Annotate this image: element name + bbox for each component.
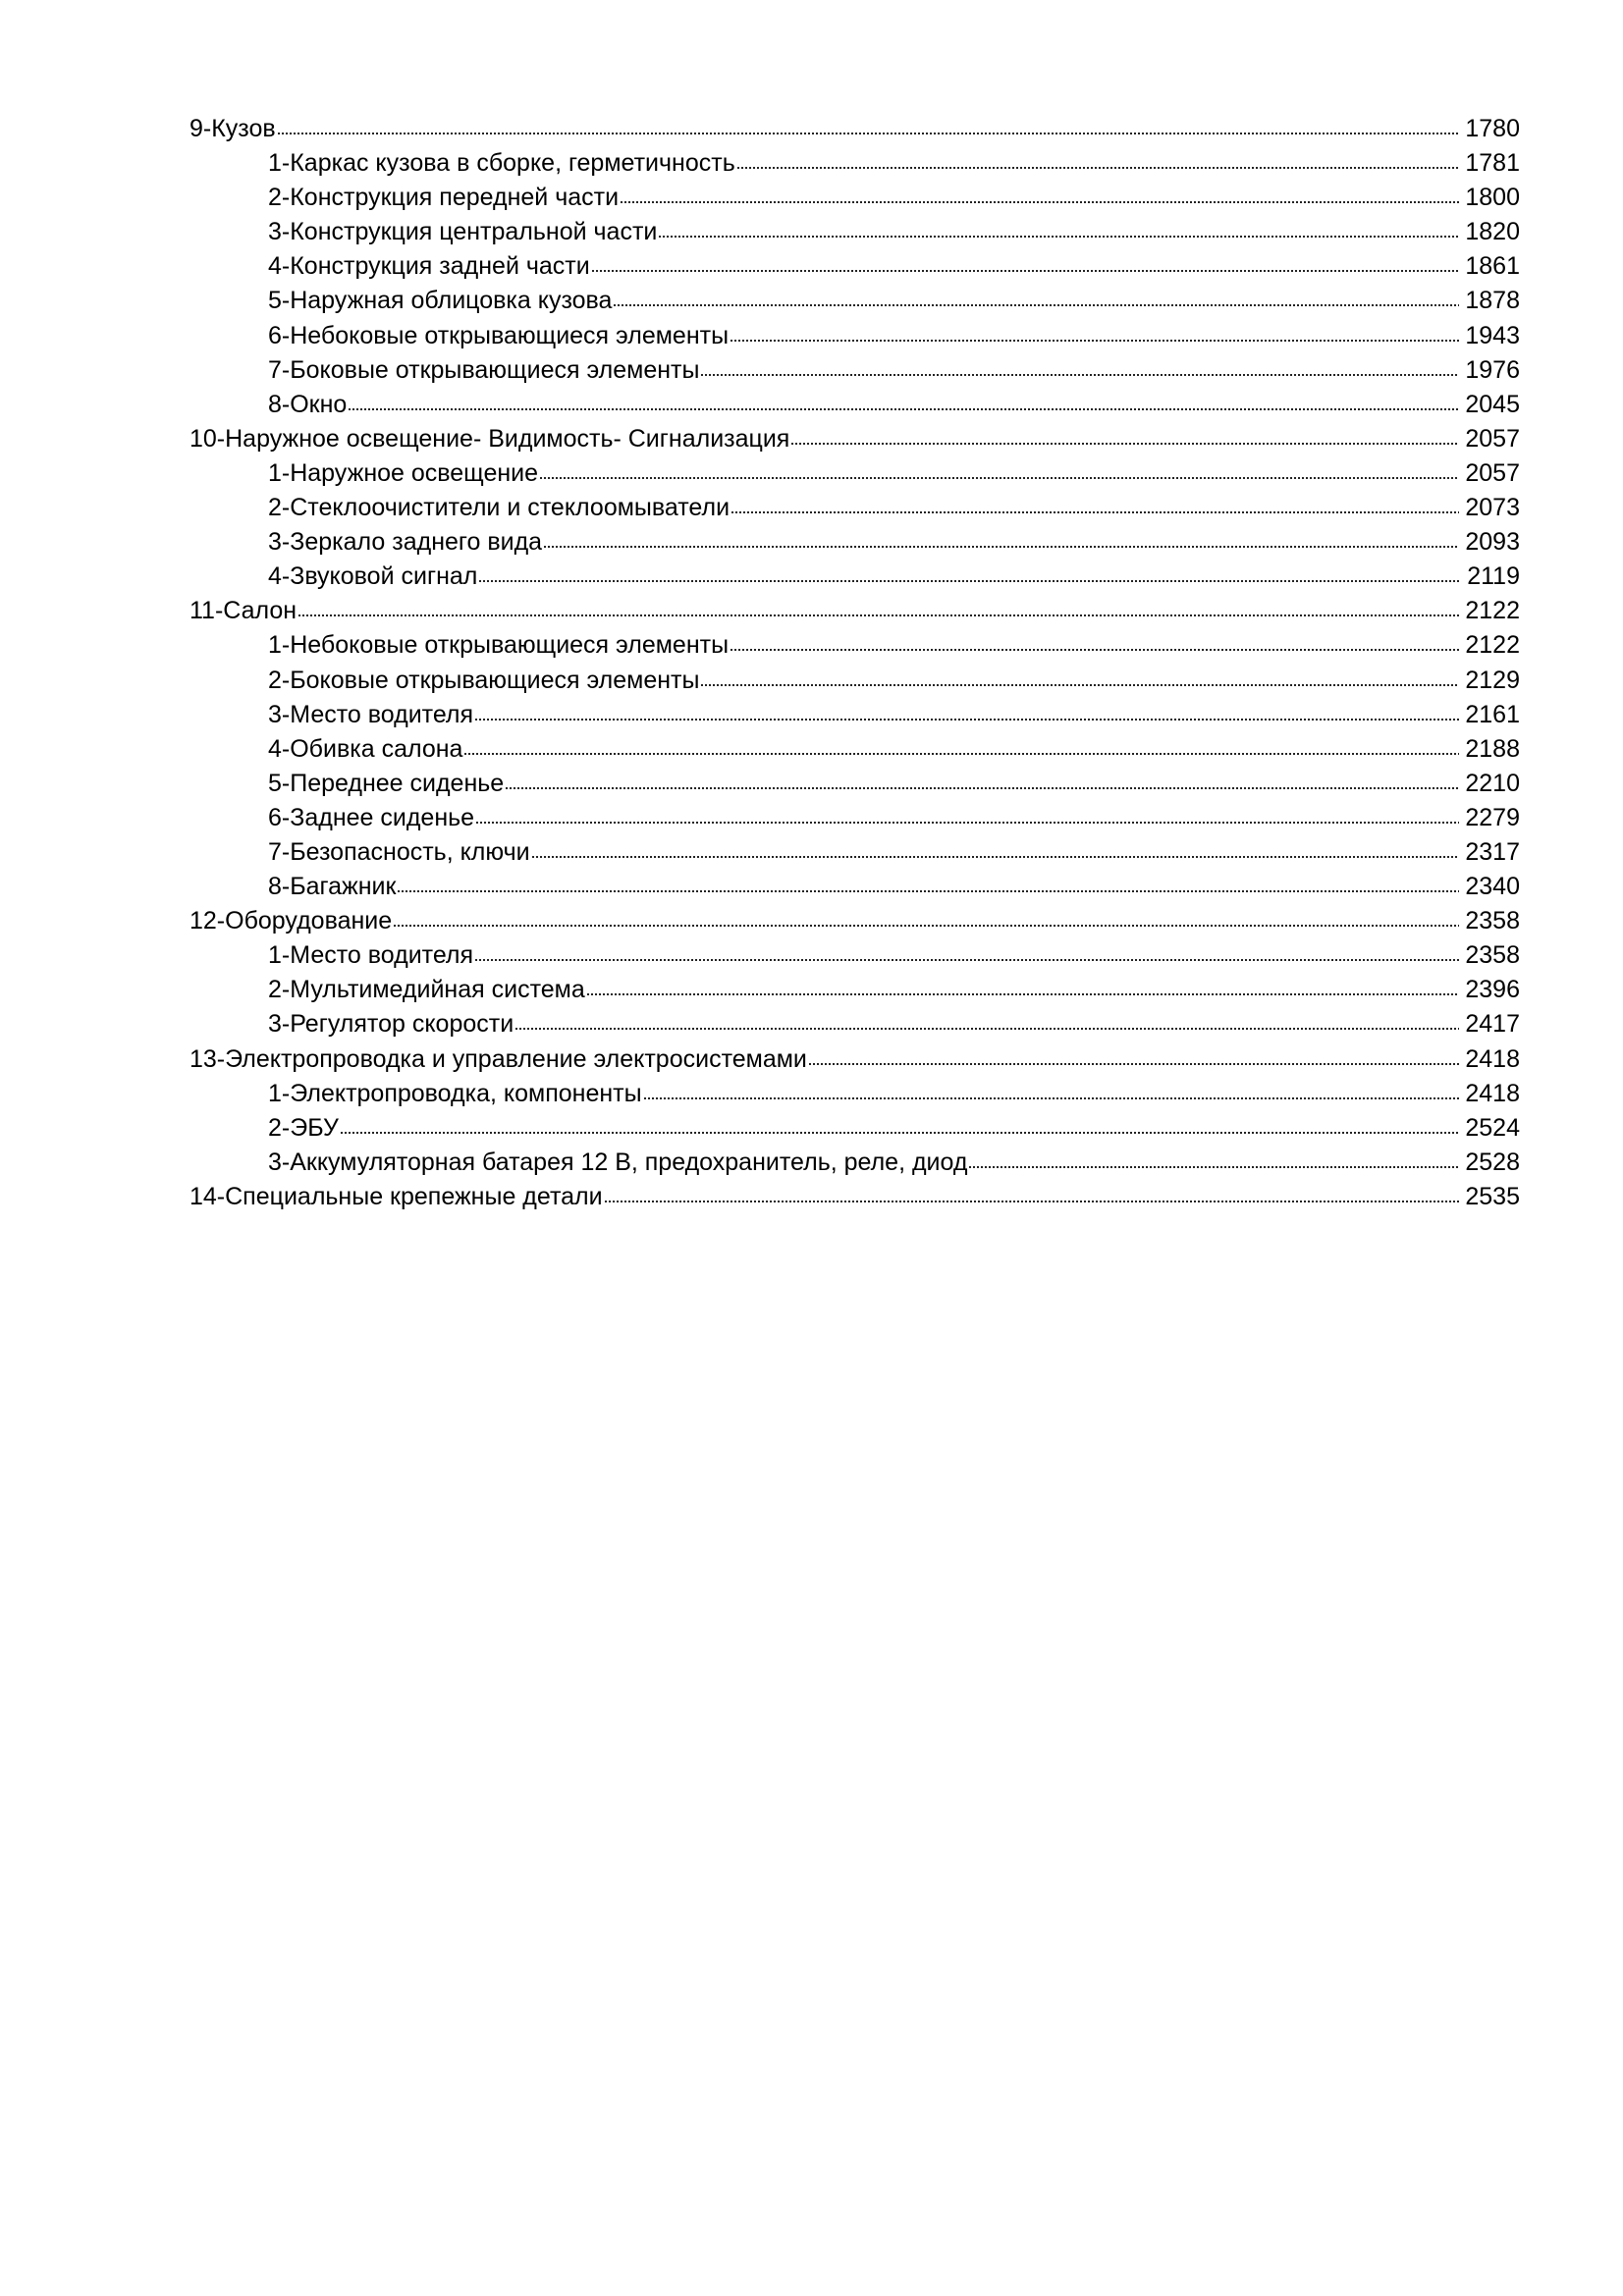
toc-subentry[interactable] [189,284,1520,318]
toc-entry-page: 2119 [1467,562,1520,591]
dot-leader [730,511,1459,513]
dot-leader [514,1028,1459,1030]
toc-subentry[interactable] [189,1146,1520,1180]
toc-entry-page: 1781 [1465,149,1520,178]
dot-leader [613,304,1459,306]
toc-entry-title: 2-Боковые открывающиеся элементы [268,666,700,694]
dot-leader [340,1132,1459,1134]
toc-entry-title: 1-Каркас кузова в сборке, герметичность [268,149,735,178]
toc-subentry[interactable] [189,560,1520,594]
toc-subentry[interactable] [189,319,1520,353]
toc-entry-page: 2279 [1465,803,1520,831]
toc-subentry[interactable] [189,698,1520,732]
toc-entry-title: 6-Заднее сиденье [268,803,475,831]
dot-leader [543,546,1459,548]
dot-leader [736,167,1460,169]
toc-entry-title: 1-Электропроводка, компоненты [268,1079,642,1107]
toc-entry[interactable] [189,1180,1520,1214]
toc-entry-title: 2-Мультимедийная система [268,976,585,1004]
toc-entry[interactable] [189,422,1520,456]
toc-subentry[interactable] [189,835,1520,870]
toc-entry-page: 2317 [1465,837,1520,866]
toc-subentry[interactable] [189,1007,1520,1041]
toc-subentry[interactable] [189,664,1520,698]
dot-leader [539,477,1459,479]
toc-entry-page: 1976 [1465,355,1520,384]
toc-entry-page: 2057 [1465,458,1520,487]
toc-entry-page: 1800 [1465,184,1520,212]
dot-leader [531,856,1460,858]
toc-entry-title: 6-Небоковые открывающиеся элементы [268,321,730,349]
dot-leader [968,1166,1459,1168]
toc-entry-title: 4-Звуковой сигнал [268,562,478,591]
dot-leader [298,614,1459,616]
toc-entry-title: 1-Небоковые открывающиеся элементы [268,631,730,660]
toc-entry-page: 2418 [1465,1079,1520,1107]
toc-entry-page: 1820 [1465,218,1520,246]
toc-entry-page: 2122 [1465,597,1520,625]
toc-entry-title: 7-Боковые открывающиеся элементы [268,355,700,384]
toc-subentry[interactable] [189,353,1520,388]
toc-entry-page: 1861 [1465,252,1520,281]
toc-entry-title: 14-Специальные крепежные детали [189,1182,603,1210]
toc-entry-page: 2535 [1465,1182,1520,1210]
toc-subentry[interactable] [189,146,1520,181]
dot-leader [700,374,1459,376]
toc-entry-page: 2073 [1465,494,1520,522]
toc-subentry[interactable] [189,938,1520,973]
toc-entry-page: 2129 [1465,666,1520,694]
dot-leader [348,408,1459,410]
dot-leader [393,925,1459,927]
toc-subentry[interactable] [189,870,1520,904]
toc-entry-title: 2-ЭБУ [268,1113,339,1142]
toc-entry-title: 3-Аккумуляторная батарея 12 В, предохранитель, реле, диод [268,1148,968,1176]
dot-leader [658,236,1459,238]
dot-leader [730,340,1459,342]
dot-leader [397,890,1459,892]
toc-entry-title: 3-Регулятор скорости [268,1010,514,1039]
toc-entry-title: 11-Салон [189,597,298,625]
toc-entry-page: 2396 [1465,976,1520,1004]
toc-entry-title: 3-Место водителя [268,700,474,728]
toc-entry[interactable] [189,594,1520,628]
toc-entry-page: 2161 [1465,700,1520,728]
toc-subentry[interactable] [189,1111,1520,1146]
toc-entry-page: 2093 [1465,528,1520,557]
dot-leader [620,201,1459,203]
toc-entry-title: 2-Стеклоочистители и стеклоомыватели [268,494,730,522]
dot-leader [277,133,1460,134]
toc-entry-page: 2418 [1465,1044,1520,1073]
toc-entry-title: 13-Электропроводка и управление электросистемами [189,1044,807,1073]
toc-entry-page: 2188 [1465,734,1520,763]
toc-subentry[interactable] [189,767,1520,801]
toc-subentry[interactable] [189,628,1520,663]
toc-subentry[interactable] [189,1077,1520,1111]
toc-subentry[interactable] [189,215,1520,249]
toc-subentry[interactable] [189,801,1520,835]
toc-entry-title: 8-Багажник [268,873,397,901]
toc-entry-title: 3-Конструкция центральной части [268,218,658,246]
toc-subentry[interactable] [189,249,1520,284]
toc-entry-title: 4-Конструкция задней части [268,252,590,281]
toc-entry[interactable] [189,904,1520,938]
dot-leader [478,580,1461,582]
dot-leader [474,959,1459,961]
toc-entry-page: 2524 [1465,1113,1520,1142]
toc-entry-page: 2340 [1465,873,1520,901]
toc-entry-page: 2358 [1465,907,1520,935]
toc-subentry[interactable] [189,456,1520,491]
toc-entry-page: 1780 [1465,115,1520,142]
toc-entry-page: 2045 [1465,390,1520,418]
toc-entry-title: 5-Переднее сиденье [268,769,505,797]
toc-entry-page: 2057 [1465,424,1520,453]
toc-entry-page: 2417 [1465,1010,1520,1039]
dot-leader [463,753,1459,755]
dot-leader [586,993,1460,995]
toc-entry-title: 7-Безопасность, ключи [268,837,530,866]
dot-leader [604,1201,1460,1202]
toc-subentry[interactable] [189,491,1520,525]
dot-leader [475,822,1459,824]
dot-leader [790,443,1459,445]
toc-entry[interactable] [189,112,1520,146]
dot-leader [474,719,1459,721]
toc-entry-page: 1943 [1465,321,1520,349]
dot-leader [808,1063,1459,1065]
dot-leader [643,1097,1460,1099]
toc-subentry[interactable] [189,732,1520,767]
toc-entry-title: 9-Кузов [189,115,276,142]
toc-entry-title: 4-Обивка салона [268,734,463,763]
toc-subentry[interactable] [189,181,1520,215]
dot-leader [505,787,1459,789]
toc-entry-title: 10-Наружное освещение- Видимость- Сигнализация [189,424,790,453]
toc-entry-title: 2-Конструкция передней части [268,184,620,212]
toc-entry-page: 2528 [1465,1148,1520,1176]
dot-leader [730,649,1459,651]
table-of-contents [189,112,1520,1214]
toc-entry-page: 2210 [1465,769,1520,797]
toc-entry[interactable] [189,1042,1520,1077]
dot-leader [700,684,1459,686]
toc-subentry[interactable] [189,525,1520,560]
toc-subentry[interactable] [189,388,1520,422]
toc-entry-title: 3-Зеркало заднего вида [268,528,543,557]
toc-entry-page: 2122 [1465,631,1520,660]
toc-entry-title: 12-Оборудование [189,907,393,935]
toc-entry-title: 8-Окно [268,390,348,418]
toc-entry-page: 1878 [1465,287,1520,315]
toc-entry-title: 1-Наружное освещение [268,458,539,487]
toc-entry-title: 5-Наружная облицовка кузова [268,287,613,315]
toc-entry-page: 2358 [1465,941,1520,970]
dot-leader [591,270,1460,272]
toc-subentry[interactable] [189,973,1520,1007]
toc-entry-title: 1-Место водителя [268,941,474,970]
